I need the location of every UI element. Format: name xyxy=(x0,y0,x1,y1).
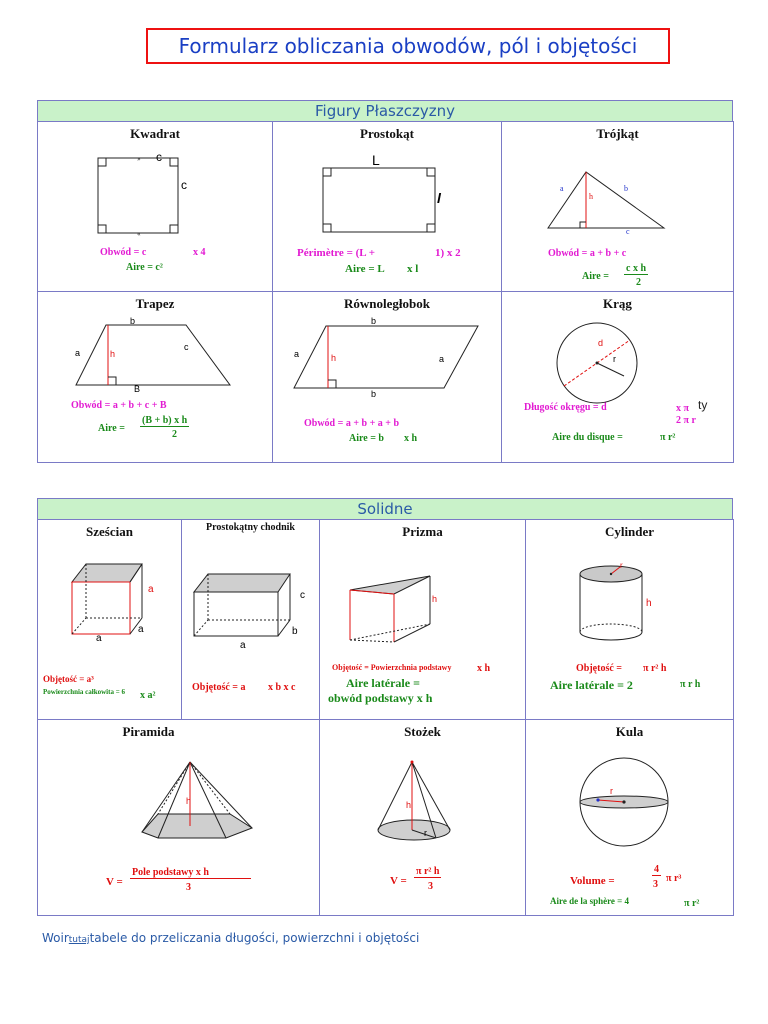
plane-header xyxy=(37,100,733,122)
cell-krag xyxy=(502,292,734,463)
trojkat-label-h: h xyxy=(589,192,593,201)
stozek-v: V = xyxy=(390,875,407,887)
rownoleglobok-aire: Aire = b xyxy=(349,433,384,444)
trojkat-num: c x h xyxy=(626,263,646,274)
prostokat-perim2: 1) x 2 xyxy=(435,247,461,259)
szescian-label-a-bottom: a xyxy=(96,633,102,644)
trapez-label-B: B xyxy=(134,384,141,394)
prostopadl-label-c: c xyxy=(300,590,305,601)
prostopadl-label-b: b xyxy=(292,626,298,637)
trapez-obwod: Obwód = a + b + c + B xyxy=(71,400,167,411)
prizma-title: Prizma xyxy=(402,524,443,539)
kula-den: 3 xyxy=(653,879,658,890)
rownoleglobok-label-b-bottom: b xyxy=(371,389,377,399)
krag-dlugosc: Długość okręgu = d xyxy=(524,402,607,413)
rownoleglobok-obwod: Obwód = a + b + a + b xyxy=(304,418,400,429)
prizma-objetosc: Objętość = Powierzchnia podstawy xyxy=(332,663,452,672)
footer-pre: Woir xyxy=(42,931,69,945)
prostopadl-title: Prostokątny chodnik xyxy=(205,522,295,533)
trapez-label-a: a xyxy=(75,348,81,358)
cell-kula xyxy=(526,720,734,916)
kula-title: Kula xyxy=(615,724,644,739)
krag-aire: Aire du disque = xyxy=(552,432,623,443)
stozek-den: 3 xyxy=(428,881,433,892)
kula-num: 4 xyxy=(654,864,659,875)
rectangle-figure xyxy=(318,162,448,242)
prism-figure xyxy=(344,570,464,650)
trapez-title: Trapez xyxy=(135,296,175,311)
trojkat-obwod: Obwód = a + b + c xyxy=(548,248,627,259)
cell-piramida xyxy=(38,720,320,916)
trapez-den: 2 xyxy=(172,429,177,440)
cell-prostopadloscian xyxy=(182,520,320,720)
rownoleglobok-label-b-top: b xyxy=(371,316,377,326)
prizma-label-h: h xyxy=(432,594,438,604)
trojkat-title: Trójkąt xyxy=(596,126,639,141)
cylinder-objetosc: Objętość = xyxy=(576,663,622,674)
plane-table xyxy=(37,121,734,463)
footer-link[interactable]: tutaj xyxy=(68,935,90,945)
cylinder-aire2: π r h xyxy=(680,679,701,690)
piramida-num: Pole podstawy x h xyxy=(130,867,251,879)
solid-header xyxy=(37,498,733,520)
cylinder-title: Cylinder xyxy=(604,524,655,539)
piramida-v: V = xyxy=(106,876,123,888)
stozek-num: π r² h xyxy=(416,866,440,877)
cell-szescian xyxy=(38,520,182,720)
rownoleglobok-aire2: x h xyxy=(404,433,418,444)
trapez-num: (B + b) x h xyxy=(142,415,188,426)
parallelogram-figure xyxy=(288,322,488,402)
cylinder-label-h: h xyxy=(646,598,652,609)
cone-figure xyxy=(374,756,464,856)
kula-label-r: r xyxy=(610,786,613,796)
szescian-objetosc: Objętość = a³ xyxy=(43,674,94,684)
pyramid-figure xyxy=(134,758,264,848)
trapez-label-c: c xyxy=(184,342,189,352)
cell-cylinder xyxy=(526,520,734,720)
trapez-label-h: h xyxy=(110,349,116,359)
piramida-label-h: h xyxy=(186,796,192,806)
circle-figure xyxy=(552,318,642,408)
rownoleglobok-label-a-right: a xyxy=(439,354,445,364)
trojkat-label-b: b xyxy=(624,184,628,193)
page-title: Formularz obliczania obwodów, pól i objętości xyxy=(178,34,638,58)
krag-pir2: π r² xyxy=(660,432,676,443)
triangle-figure xyxy=(542,162,672,237)
title-box xyxy=(146,28,670,64)
cylinder-label-r: r xyxy=(620,561,623,570)
prostokat-perim: Périmètre = (L + xyxy=(297,247,375,259)
prostopadl-objetosc: Objętość = a xyxy=(192,682,246,693)
solid-header-label: Solidne xyxy=(357,500,413,518)
prostokat-label-l: l xyxy=(437,190,441,206)
prizma-xh: x h xyxy=(477,663,491,674)
kula-pir3: π r³ xyxy=(666,873,682,884)
cell-prostokat xyxy=(273,122,502,292)
footer-note xyxy=(42,931,419,945)
kwadrat-obwod: Obwód = c xyxy=(100,247,147,258)
cylinder-objetosc2: π r² h xyxy=(643,663,667,674)
krag-label-r: r xyxy=(613,354,616,364)
prostopadl-objetosc2: x b x c xyxy=(268,682,296,693)
kula-aire: Aire de la sphère = 4 xyxy=(550,896,630,906)
szescian-label-a-side: a xyxy=(148,584,154,595)
footer-post: tabele do przeliczania długości, powierzchni i objętości xyxy=(89,931,420,945)
cell-kwadrat xyxy=(38,122,273,292)
prizma-aire2: obwód podstawy x h xyxy=(328,691,433,705)
kwadrat-aire: Aire = c² xyxy=(126,262,163,273)
cuboid-figure xyxy=(190,570,300,650)
trojkat-den: 2 xyxy=(636,277,641,288)
cell-rownoleglobok xyxy=(273,292,502,463)
cell-trapez xyxy=(38,292,273,463)
kwadrat-label-c-side: c xyxy=(181,178,187,192)
rownoleglobok-label-h: h xyxy=(331,353,337,363)
trojkat-aire: Aire = xyxy=(582,271,609,282)
piramida-den: 3 xyxy=(186,882,191,893)
trojkat-label-a: a xyxy=(560,184,564,193)
cell-trojkat xyxy=(502,122,734,292)
krag-ty: ty xyxy=(698,398,708,412)
prizma-aire1: Aire latérale = xyxy=(346,676,420,690)
sphere-figure xyxy=(576,754,672,850)
prostopadl-label-a: a xyxy=(240,640,246,651)
krag-title: Krąg xyxy=(603,296,632,311)
svg-text:»: » xyxy=(137,156,141,163)
square-figure xyxy=(88,150,218,240)
kwadrat-x4: x 4 xyxy=(193,247,206,258)
szescian-title: Sześcian xyxy=(86,524,133,539)
svg-text:«: « xyxy=(137,231,141,238)
solid-table xyxy=(37,519,734,916)
kwadrat-title: Kwadrat xyxy=(130,126,180,141)
krag-2-pi-r: 2 π r xyxy=(676,415,696,426)
trapez-label-b: b xyxy=(130,316,136,326)
stozek-title: Stożek xyxy=(404,724,441,739)
trojkat-label-c: c xyxy=(626,227,630,236)
piramida-title: Piramida xyxy=(122,724,175,739)
cylinder-figure xyxy=(574,560,654,650)
cylinder-aire: Aire latérale = 2 xyxy=(550,678,633,692)
stozek-label-h: h xyxy=(406,800,412,810)
cell-prizma xyxy=(320,520,526,720)
kwadrat-label-c-top: c xyxy=(156,150,162,164)
prostokat-aire: Aire = L xyxy=(345,263,385,275)
prostokat-title: Prostokąt xyxy=(360,126,414,141)
krag-label-d: d xyxy=(598,338,604,348)
szescian-label-a-depth: a xyxy=(138,624,144,635)
kula-pir2: π r² xyxy=(684,898,700,909)
rownoleglobok-title: Równoległobok xyxy=(344,296,430,311)
krag-x-pi: x π xyxy=(676,403,689,414)
cell-stozek xyxy=(320,720,526,916)
trapez-aire: Aire = xyxy=(98,423,125,434)
stozek-label-r: r xyxy=(424,828,427,838)
trapezoid-figure xyxy=(68,322,248,402)
prostokat-aire2: x l xyxy=(407,263,419,275)
plane-header-label: Figury Płaszczyzny xyxy=(315,102,455,120)
szescian-x-a2: x a² xyxy=(140,690,156,701)
kula-volume: Volume = xyxy=(570,875,615,887)
szescian-powierzchnia: Powierzchnia całkowita = 6 xyxy=(43,688,125,696)
prostokat-label-L: L xyxy=(372,152,380,168)
rownoleglobok-label-a-left: a xyxy=(294,349,300,359)
cube-figure xyxy=(66,560,166,640)
